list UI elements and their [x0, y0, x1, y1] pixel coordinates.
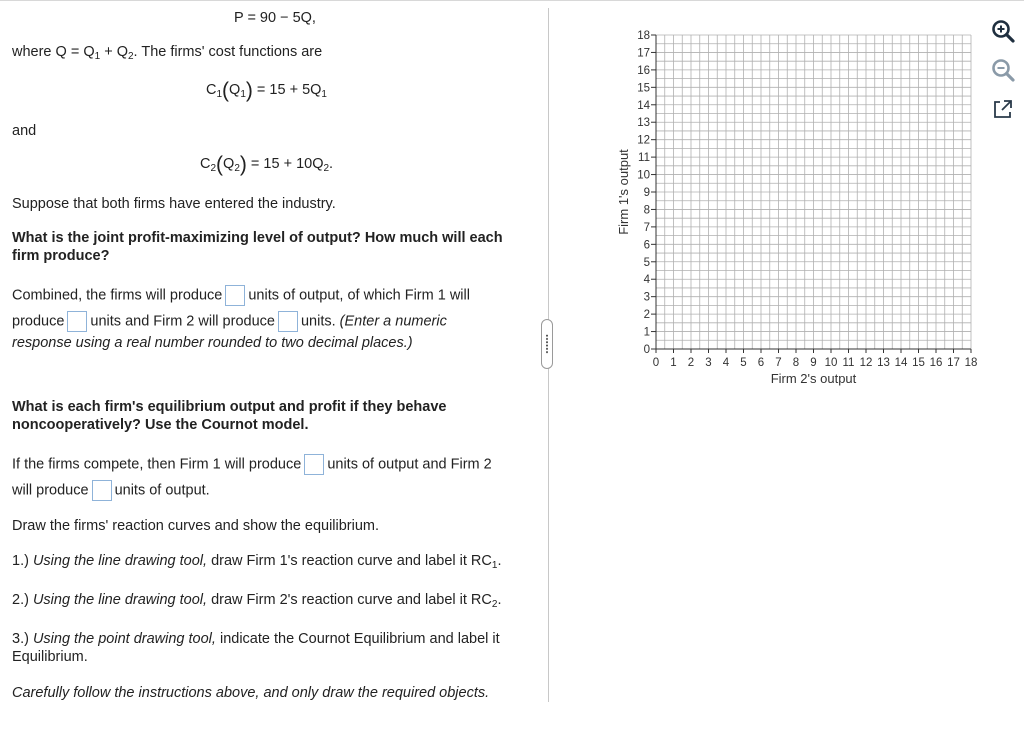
- instruction-3: 3.) Using the point drawing tool, indicate the Cournot Equilibrium and label it Equilibrium.: [12, 631, 500, 665]
- expand-button[interactable]: [988, 94, 1018, 124]
- firm2-cournot-input[interactable]: [92, 480, 112, 501]
- x-tick-label: 8: [792, 357, 800, 369]
- graph-canvas[interactable]: [600, 20, 1000, 400]
- zoom-in-button[interactable]: [988, 16, 1018, 46]
- part1-question: What is the joint profit-maximizing level of output? How much will each firm produce?: [12, 230, 503, 264]
- y-tick-label: 18: [637, 30, 650, 42]
- combined-output-input[interactable]: [225, 285, 245, 306]
- y-axis-label: Firm 1's output: [616, 149, 631, 235]
- resize-handle[interactable]: [541, 319, 553, 369]
- x-tick-label: 6: [757, 357, 765, 369]
- cost-function-1: $C_1(Q_1) = 15 + 5Q_1$: [206, 79, 327, 102]
- zoom-out-button[interactable]: [988, 55, 1018, 85]
- compete-line: If the firms compete, then Firm 1 will produce units of output and Firm 2: [12, 454, 492, 475]
- y-tick-label: 14: [637, 99, 650, 112]
- y-tick-label: 4: [643, 274, 650, 287]
- part2-question: What is each firm's equilibrium output and profit if they behave noncooperatively? Use the Cournot model.: [12, 399, 447, 433]
- hint-text: response using a real number rounded to two decimal places.): [12, 335, 413, 351]
- y-tick-label: 11: [638, 152, 650, 165]
- x-tick-label: 2: [687, 357, 695, 369]
- x-tick-label: 3: [705, 357, 712, 369]
- x-tick-label: 5: [740, 357, 747, 369]
- demand-equation: P = 90 − 5Q,: [234, 10, 316, 26]
- x-axis-label: Firm 2's output: [770, 371, 857, 386]
- x-tick-label: 9: [810, 357, 817, 369]
- x-tick-label: 13: [877, 357, 890, 369]
- y-tick-label: 13: [637, 117, 650, 130]
- expand-icon: [988, 94, 1018, 124]
- y-tick-label: 3: [643, 291, 650, 304]
- x-tick-label: 18: [964, 357, 978, 369]
- y-tick-label: 5: [643, 256, 650, 269]
- firm1-cournot-input[interactable]: [304, 454, 324, 475]
- produce-line: produce units and Firm 2 will produce units. (Enter a numeric: [12, 311, 447, 332]
- x-tick-label: 10: [824, 357, 838, 369]
- instruction-2: 2.) Using the line drawing tool, draw Firm 2's reaction curve and label it $RC_2$.: [12, 592, 502, 610]
- y-tick-label: 0: [643, 344, 650, 356]
- firm2-joint-input[interactable]: [278, 311, 298, 332]
- careful-note: Carefully follow the instructions above, and only draw the required objects.: [12, 685, 490, 701]
- x-tick-label: 12: [859, 357, 873, 369]
- instruction-1: 1.) Using the line drawing tool, draw Firm 1's reaction curve and label it $RC_1$.: [12, 553, 502, 571]
- where-line: where $Q = Q_1 + Q_2$. The firms' cost functions are: [12, 44, 323, 62]
- y-tick-label: 9: [643, 187, 650, 199]
- x-tick-label: 11: [842, 357, 855, 369]
- y-tick-label: 2: [643, 309, 650, 322]
- zoom-out-icon: [988, 55, 1018, 85]
- y-tick-label: 8: [643, 204, 650, 217]
- y-tick-label: 17: [637, 47, 650, 60]
- x-tick-label: 14: [894, 357, 908, 369]
- x-tick-label: 17: [947, 357, 960, 369]
- y-tick-label: 7: [643, 221, 650, 234]
- x-tick-label: 4: [722, 357, 730, 369]
- graph-area[interactable]: [600, 20, 1000, 400]
- y-tick-label: 1: [643, 326, 650, 339]
- x-tick-label: 16: [929, 357, 943, 369]
- grip-dots-icon: [546, 334, 548, 354]
- compete-line-2: will produce units of output.: [12, 480, 210, 501]
- intro-text: Suppose that both firms have entered the industry.: [12, 196, 336, 212]
- x-tick-label: 7: [775, 357, 782, 369]
- x-tick-label: 0: [652, 357, 660, 369]
- x-tick-label: 1: [670, 357, 677, 369]
- y-tick-label: 10: [637, 169, 650, 182]
- y-tick-label: 12: [637, 134, 650, 147]
- firm1-joint-input[interactable]: [67, 311, 87, 332]
- cost-function-2: $C_2(Q_2) = 15 + 10Q_2$.: [200, 153, 334, 176]
- y-tick-label: 15: [637, 82, 650, 95]
- combined-line: Combined, the firms will produce units of output, of which Firm 1 will: [12, 285, 470, 306]
- draw-instruction: Draw the firms' reaction curves and show the equilibrium.: [12, 518, 380, 534]
- x-tick-label: 15: [912, 357, 925, 369]
- zoom-in-icon: [988, 16, 1018, 46]
- y-tick-label: 6: [643, 239, 650, 252]
- y-tick-label: 16: [637, 64, 650, 77]
- and-text: and: [12, 123, 37, 139]
